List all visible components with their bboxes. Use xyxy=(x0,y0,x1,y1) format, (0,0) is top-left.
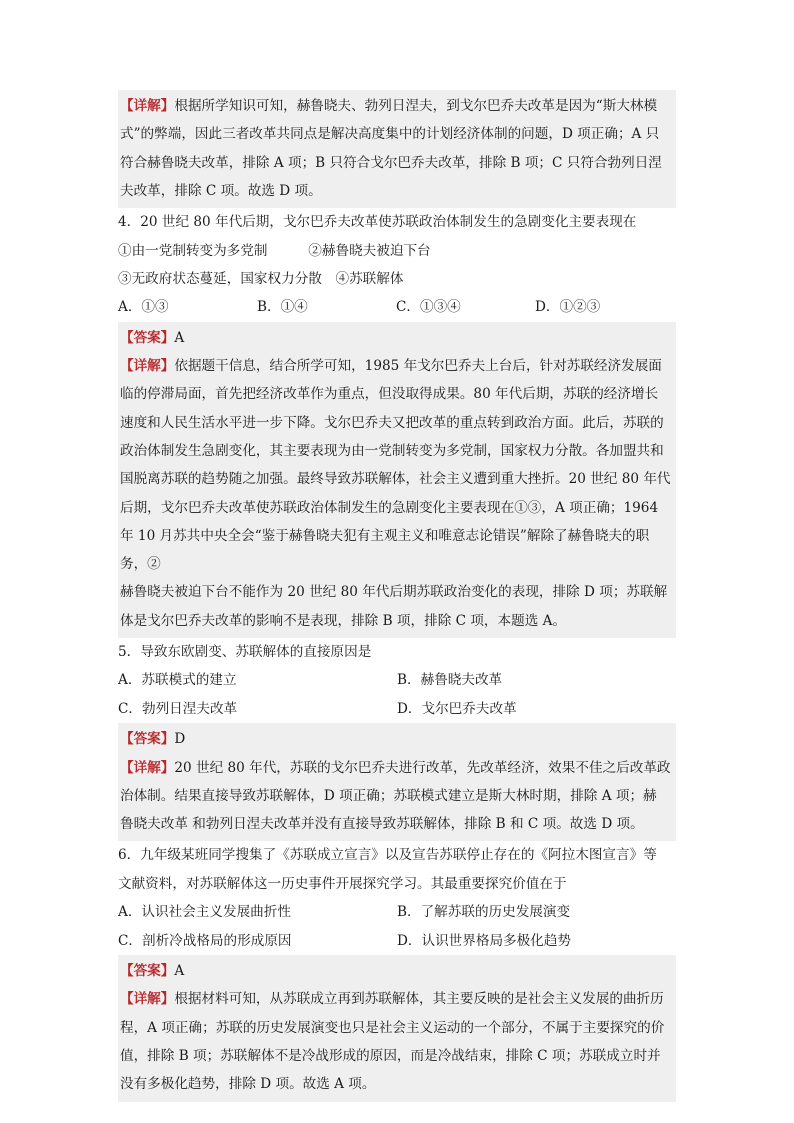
q5-answer-block xyxy=(118,723,676,841)
q6-option-c: C．剖析冷战格局的形成原因 xyxy=(118,932,292,949)
q6-stem-line: 6．九年级某班同学搜集了《苏联成立宣言》以及宣告苏联停止存在的《阿拉木图宣言》等 xyxy=(118,847,657,864)
q6-option-a: A．认识社会主义发展曲折性 xyxy=(118,904,291,921)
explain-text: 20 世纪 80 年代，苏联的戈尔巴乔夫进行改革，先改革经济，效果不佳之后改革政 xyxy=(174,759,671,776)
q5-option-a: A．苏联模式的建立 xyxy=(118,672,237,689)
q4-explain-line: 临的停滞局面，首先把经济改革作为重点，但没取得成果。80 年代后期，苏联的经济增长 xyxy=(120,386,659,403)
q5-explain-line: 鲁晓夫改革 和勃列日涅夫改革并没有直接导致苏联解体，排除 B 和 C 项。故选 D 项。 xyxy=(120,816,644,833)
explain-tag: 【详解】 xyxy=(120,991,175,1008)
q6-option-d: D．认识世界格局多极化趋势 xyxy=(397,932,572,949)
document-page xyxy=(118,90,676,1102)
q6-explain-line xyxy=(120,985,676,1013)
explain-text: 依据题干信息，结合所学可知，1985 年戈尔巴乔夫上台后，针对苏联经济发展面 xyxy=(174,358,662,375)
answer-value: A xyxy=(174,963,185,980)
q6-option-b: B．了解苏联的历史发展演变 xyxy=(397,904,571,921)
q6-explain-line: 没有多极化趋势，排除 D 项。故选 A 项。 xyxy=(120,1076,376,1093)
q4-answer xyxy=(120,324,676,352)
q4-explain-line: 赫鲁晓夫被迫下台不能作为 20 世纪 80 年代后期苏联政治变化的表现，排除 D 项；苏联解 xyxy=(120,584,668,601)
q5-options-row1 xyxy=(118,666,676,694)
explain-tag: 【详解】 xyxy=(120,98,175,114)
q5-stem: 5．导致东欧剧变、苏联解体的直接原因是 xyxy=(118,644,372,661)
q3-explain-line: 式”的弊端，因此三者改革共同点是解决高度集中的计划经济体制的问题，D 项正确；A 只 xyxy=(120,126,660,143)
q6-answer-block xyxy=(118,955,676,1101)
q6-answer xyxy=(120,957,676,985)
q4-explain-line xyxy=(120,352,676,380)
q6-options-row1 xyxy=(118,898,676,926)
answer-tag: 【答案】 xyxy=(120,731,175,748)
q4-explain-line: 国脱离苏联的趋势随之加强。最终导致苏联解体，社会主义遭到重大挫折。20 世纪 80 年代 xyxy=(120,471,671,488)
q4-explain-line: 政治体制发生急剧变化，其主要表现为由一党制转变为多党制，国家权力分散。各加盟共和 xyxy=(120,443,664,459)
q5-answer xyxy=(120,725,676,753)
q4-items-line: ③无政府状态蔓延，国家权力分散 ④苏联解体 xyxy=(118,271,404,287)
q4-answer-block xyxy=(118,322,676,638)
explain-tag: 【详解】 xyxy=(120,358,175,375)
q4-explain-line: 速度和人民生活水平进一步下降。戈尔巴乔夫又把改革的重点转到政治方面。此后，苏联的 xyxy=(120,414,664,431)
q5-option-b: B．赫鲁晓夫改革 xyxy=(397,672,503,689)
q4-option-a: A．①③ xyxy=(118,299,169,316)
answer-tag: 【答案】 xyxy=(120,329,175,346)
answer-tag: 【答案】 xyxy=(120,963,175,980)
q4-explain-line: 体是戈尔巴乔夫改革的影响不是表现，排除 B 项，排除 C 项，本题选 A。 xyxy=(120,612,567,629)
q6-options-row2 xyxy=(118,927,676,955)
q4-options xyxy=(118,293,676,321)
q6-explain-line: 程，A 项正确；苏联的历史发展演变也只是社会主义运动的一个部分，不属于主要探究的价 xyxy=(120,1019,665,1036)
q3-explanation-block xyxy=(118,90,676,208)
q4-option-c: C．①③④ xyxy=(396,299,461,316)
q5-explain-line xyxy=(120,754,676,782)
q4-explain-line: 年 10 月苏共中央全会“鉴于赫鲁晓夫犯有主观主义和唯意志论错误”解除了赫鲁晓夫的职务，② xyxy=(120,527,650,573)
q4-explain-line: 后期，戈尔巴乔夫改革使苏联政治体制发生的急剧变化主要表现在①③，A 项正确；1964 xyxy=(120,499,659,516)
q6-explain-line: 值，排除 B 项；苏联解体不是冷战形成的原因，而是冷战结束，排除 C 项；苏联成立时并 xyxy=(120,1048,661,1064)
q4-option-b: B．①④ xyxy=(257,299,308,316)
q3-explain-line: 夫改革，排除 C 项。故选 D 项。 xyxy=(120,182,322,199)
q6-stem-line: 文献资料，对苏联解体这一历史事件开展探究学习。其最重要探究价值在于 xyxy=(118,875,567,892)
q5-options-row2 xyxy=(118,695,676,723)
explain-tag: 【详解】 xyxy=(120,759,175,776)
q4-items-line: ①由一党制转变为多党制 ②赫鲁晓夫被迫下台 xyxy=(118,242,431,259)
explain-text: 根据所学知识可知，赫鲁晓夫、勃列日涅夫，到戈尔巴乔夫改革是因为“斯大林模 xyxy=(174,98,658,114)
q5-explain-line: 治体制。结果直接导致苏联解体，D 项正确；苏联模式建立是斯大林时期，排除 A 项；赫 xyxy=(120,787,657,804)
q3-explain-line: 符合赫鲁晓夫改革，排除 A 项；B 只符合戈尔巴乔夫改革，排除 B 项；C 只符合勃列日涅 xyxy=(120,154,662,171)
q5-option-c: C．勃列日涅夫改革 xyxy=(118,700,238,717)
q4-stem: 4．20 世纪 80 年代后期，戈尔巴乔夫改革使苏联政治体制发生的急剧变化主要表现在 xyxy=(118,214,637,231)
q4-option-d: D．①②③ xyxy=(535,299,601,316)
q5-option-d: D．戈尔巴乔夫改革 xyxy=(397,700,517,717)
q3-explain-line xyxy=(120,92,676,120)
answer-value: D xyxy=(174,731,186,748)
answer-value: A xyxy=(174,329,185,346)
explain-text: 根据材料可知，从苏联成立再到苏联解体，其主要反映的是社会主义发展的曲折历 xyxy=(174,991,664,1008)
